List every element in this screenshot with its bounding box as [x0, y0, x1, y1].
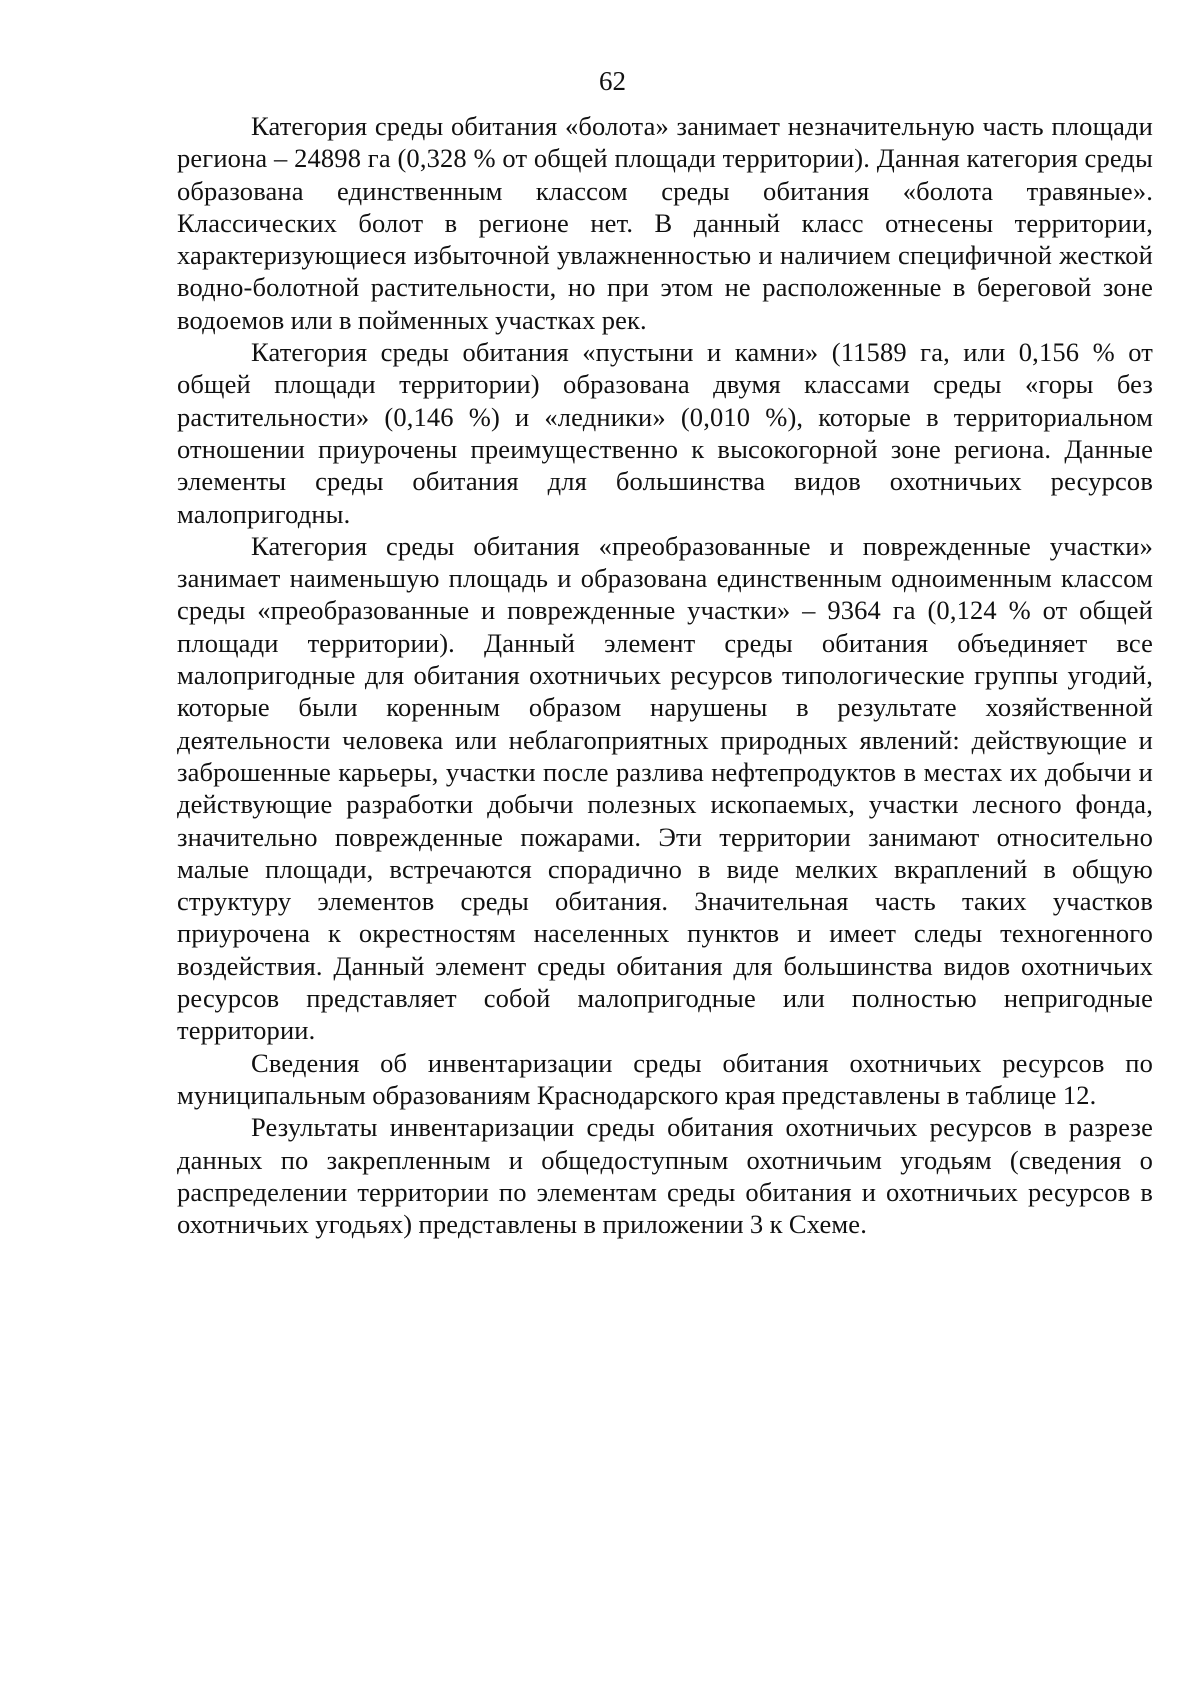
- body-text: [177, 110, 1153, 1240]
- paragraph-swamps: Категория среды обитания «болота» занимает незначительную часть площади региона – 24898 га (0,328 % от общей площади территории). Данная категория среды образована единственным классом среды обитания «болота травяные». Классических болот в регионе нет. В данный класс отнесены территории, характеризующиеся избыточной увлажненностью и наличием специфичной жесткой водно-болотной растительности, но при этом не расположенные в береговой зоне водоемов или в пойменных участках рек.: [177, 111, 1153, 335]
- paragraph-inventory-table-reference: Сведения об инвентаризации среды обитания охотничьих ресурсов по муниципальным образованиям Краснодарского края представлены в таблице 12.: [177, 1047, 1153, 1110]
- page-number: 62: [599, 66, 626, 96]
- paragraph-deserts-and-rocks: Категория среды обитания «пустыни и камни» (11589 га, или 0,156 % от общей площади территории) образована двумя классами среды «горы без растительности» (0,146 %) и «ледники» (0,010 %), которые в территориальном отношении приурочены преимущественно к высокогорной зоне региона. Данные элементы среды обитания для большинства видов охотничьих ресурсов малопригодны.: [177, 337, 1153, 529]
- paragraph-transformed-areas: Категория среды обитания «преобразованные и поврежденные участки» занимает наименьшую площадь и образована единственным одноименным классом среды «преобразованные и поврежденные участки» – 9364 га (0,124 % от общей площади территории). Данный элемент среды обитания объединяет все малопригодные для обитания охотничьих ресурсов типологические группы угодий, которые были коренным образом нарушены в результате хозяйственной деятельности человека или неблагоприятных природных явлений: действующие и заброшенные карьеры, участки после разлива нефтепродуктов в местах их добычи и действующие разработки добычи полезных ископаемых, участки лесного фонда, значительно поврежденные пожарами. Эти территории занимают относительно малые площади, встречаются спорадично в виде мелких вкраплений в общую структуру элементов среды обитания. Значительная часть таких участков приурочена к окрестностям населенных пунктов и имеет следы техногенного воздействия. Данный элемент среды обитания для большинства видов охотничьих ресурсов представляет собой малопригодные или полностью непригодные территории.: [177, 530, 1153, 1046]
- paragraph-inventory-appendix-reference: Результаты инвентаризации среды обитания охотничьих ресурсов в разрезе данных по закрепленным и общедоступным охотничьим угодьям (сведения о распределении территории по элементам среды обитания и охотничьих ресурсов в охотничьих угодьях) представлены в приложении 3 к Схеме.: [177, 1112, 1153, 1240]
